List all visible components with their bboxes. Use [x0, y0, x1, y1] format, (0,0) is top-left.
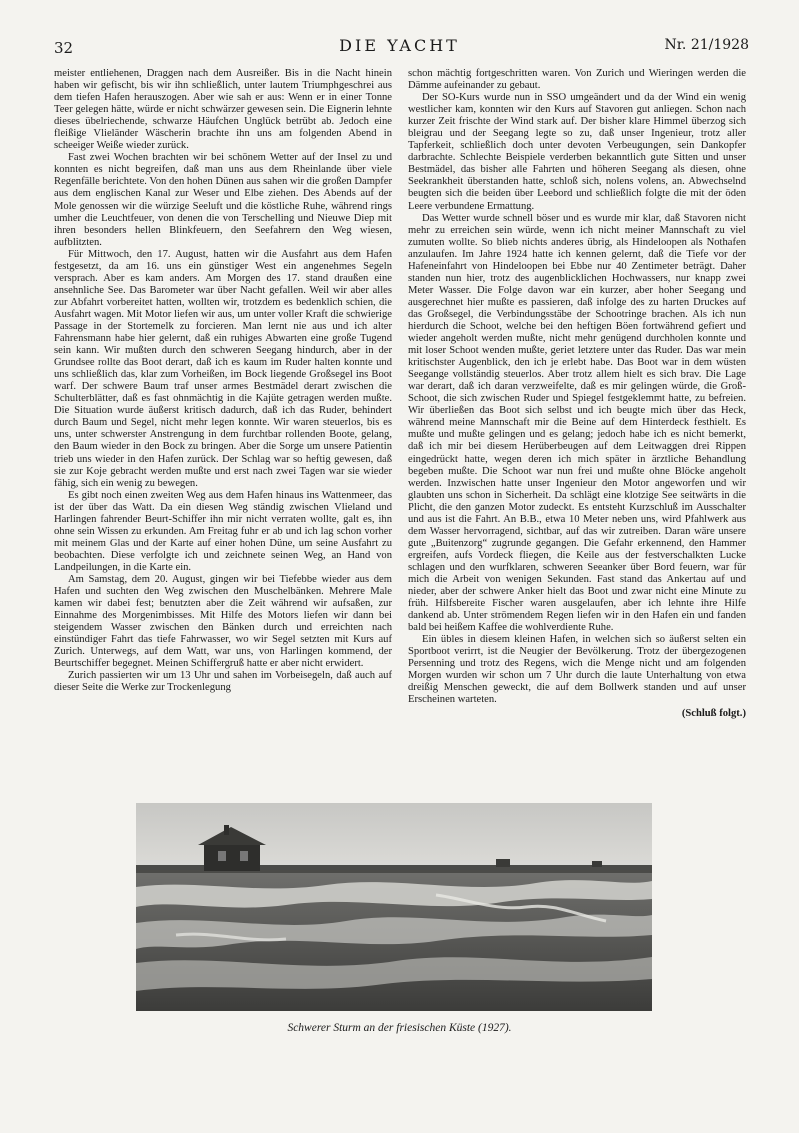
article-column-left [54, 68, 392, 790]
paragraph: Zurich passierten wir um 13 Uhr und sahen im Vorbeisegeln, daß auch auf dieser Seite die Werke zur Trockenlegung [54, 670, 392, 694]
continuation-note: (Schluß folgt.) [681, 708, 746, 720]
running-title: DIE YACHT [339, 36, 460, 55]
photo-caption: Schwerer Sturm an der friesischen Küste (1927). [287, 1022, 512, 1034]
storm-photo [136, 803, 652, 1011]
paragraph: Der SO-Kurs wurde nun in SSO umgeändert und da der Wind ein wenig westlicher kam, konnten wir den Kurs auf Stavoren gut anliegen. Schon nach kurzer Zeit frischte der Wind stark auf. Der bisher klare Himmel überzog sich bleigrau und der Seegang legte so zu, daß unser Ingenieur, trotz aller Tapferkeit, schließlich doch unter devoten Verbeugungen, sein Dankopfer darbrachte. Schlechte Beispiele verderben bekanntlich gute Sitten und unser Bestmädel, das bisher alle Fahrten und höheren Seegang als diesen, ohne Seekrankheit überstanden hatte, schloß sich, nolens volens, an. Abwechselnd beugten sich die beiden über Leebord und schließlich folgte die mit der öden Leere verbundene Ermattung. [408, 92, 746, 212]
paragraph: Es gibt noch einen zweiten Weg aus dem Hafen hinaus ins Wattenmeer, das ist der über das Watt. Da ein diesen Weg ständig zwischen Vlieland und Harlingen fahrender Beurt-Schiffer ihn mir nicht verraten wollte, galt es, ihn ohne sein Wissen zu erkunden. Am Freitag fuhr er ab und ich lag schon vorher mit meinem Glas und der Karte auf einer hohen Düne, um seine Ausfahrt zu beobachten. Diese verfolgte ich und zeichnete seinen Weg, an Hand von Landpeilungen, in die Karte ein. [54, 489, 392, 573]
paragraph: Das Wetter wurde schnell böser und es wurde mir klar, daß Stavoren nicht mehr zu erreichen sein würde, wenn ich nicht meiner Mannschaft zu viel zumuten wollte. So blieb nichts anderes übrig, als Hindeloopen als Nothafen anzulaufen. Im Jahre 1924 hatte ich kennen gelernt, daß die Tiefe vor der Hafeneinfahrt von Hindeloopen bei Ebbe nur 40 Zentimeter beträgt. Daher standen nun hier, trotz des augenblicklichen Hochwassers, nur knapp zwei Meter Wasser. Die Folge davon war ein kurzer, aber hoher Seegang und ausgerechnet hier mußte es passieren, daß infolge des zu harten Druckes auf das Großsegel, die Verbindungsstäbe der Schootringe brachen. Als ich nun hierdurch die Schoot, welche bei den heftigen Böen fortwährend gefiert und wieder angeholt werden mußte, nicht mehr genügend durchholen konnte und mit loser Schoot wenden mußte, geriet letztere unter das Ruder. Das war mein kritischster Augenblick, den ich je erlebt habe. Das Boot war in dem wüsten Seegange vollständig steuerlos. Aber trotz allem hielt es sich brav. Die Lage war derart, daß ich daran verzweifelte, daß es mir gelingen würde, die Groß-Schoot, die sich zwischen Ruder und Spiegel festgeklemmt hatte, zu befreien. Wir überließen das Boot sich selbst und ich beugte mich über das Heck, während meine Mannschaft mir die Beine auf dem Hinterdeck festhielt. Es mußte und mußte gelingen und es gelang; jedoch habe ich es nicht bemerkt, daß ich mir bei diesem Herüberbeugen auf dem Leitwaggen drei Rippen eingedrückt hatte, wegen deren ich mich später in ärztliche Behandlung begeben mußte. Die Schoot war nun frei und mußte ohne Blöcke angeholt werden. Inzwischen hatte unser Ingenieur den Motor angeworfen und wir glaubten uns schon in Sicherheit. Da schlägt eine klotzige See seitwärts in die Plicht, die den ganzen Motor zudeckt. Es entsteht Kurzschluß im Ausschalter und aus ist die Fahrt. An B.B., etwa 10 Meter neben uns, wird Pfahlwerk aus dem Wasser hervorragend, sichtbar, auf das wir zutreiben. Daran wäre unsere gute „Buitenzorg“ zugrunde gegangen. Die Gefahr erkennend, den Hammer ergreifen, aufs Vordeck fliegen, die Keile aus der festverschalkten Lucke schlagen und den wurfklaren, schweren Seeanker über Bord feuern, war für mich die Arbeit von wenigen Sekunden. Fast stand das Ankertau auf und nieder, aber der schwere Anker hielt das Boot und zwar nicht eine Minute zu früh. Hilfsbereite Fischer waren ausgelaufen, aber ich lehnte ihre Hilfe dankend ab. Unter strömendem Regen liefen wir in den Hafen ein und fanden bald bei heißem Kaffee die wohlverdiente Ruhe. [408, 212, 746, 634]
paragraph: Fast zwei Wochen brachten wir bei schönem Wetter auf der Insel zu und konnten es nicht begreifen, daß man uns aus dem Rheinlande über viele Regenfälle berichtete. Von den hohen Dünen aus sahen wir die großen Dampfer aus dem englischen Kanal zur Weser und Elbe ziehen. Des Abends auf der Mole genossen wir die würzige Seeluft und die köstliche Ruhe, während rings umher die Leuchtfeuer, von denen die von Terschelling und Nieuwe Diep mit ihren besonders hellen Blinkfeuern, den Seefahrern den Weg wiesen, aufblitzten. [54, 152, 392, 248]
paragraph: Ein übles in diesem kleinen Hafen, in welchen sich so äußerst selten ein Sportboot verirrt, ist die Neugier der Bevölkerung. Trotz der übergezogenen Persenning und trotz des Regens, wich die Menge nicht und am folgenden Morgen wurden wir schon um 7 Uhr durch die laute Unterhaltung von etwa dreißig Menschen geweckt, die auf dem Bollwerk standen und auf unser Erscheinen warteten. [408, 634, 746, 706]
paragraph: schon mächtig fortgeschritten waren. Von Zurich und Wieringen werden die Dämme aufeinander zu gebaut. [408, 68, 746, 92]
page-number: 32 [54, 39, 74, 57]
article-column-right [408, 68, 746, 790]
paragraph: Am Samstag, dem 20. August, gingen wir bei Tiefebbe wieder aus dem Hafen und suchten den Weg zwischen den Muschelbänken. Mehrere Male kamen wir dabei fest; benutzten aber die Zeit während wir aufsaßen, zur Einnahme des Morgenimbisses. Mit Hilfe des Motors liefen wir dann bei steigendem Wasser zwischen den Bänken durch und erreichten nach einstündiger Fahrt das tiefe Fahrwasser, wo wir Segel setzten mit Kurs auf Zurich. Unterwegs, auf dem Watt, war uns, von Harlingen kommend, der Beurtschiffer begegnet. Meinen Schiffergruß hatte er aber nicht erwidert. [54, 573, 392, 670]
paragraph: Für Mittwoch, den 17. August, hatten wir die Ausfahrt aus dem Hafen festgesetzt, da am 16. uns ein günstiger West ein angenehmes Segeln versprach. Aber es kam anders. Am Morgen des 17. stand draußen eine ansehnliche See. Das Barometer war über Nacht gefallen. Weil wir aber alles zur Abfahrt vorbereitet hatten, wollten wir, trotzdem es bedenklich schien, die Ausfahrt wagen. Mit Motor liefen wir aus, um unter voller Kraft die schwierige Passage in der Stortemelk zu forcieren. Man lernt nie aus und ich alter Fahrensmann habe hier gelernt, daß ein ruhiges Abwarten eine große Tugend sein kann. Wir mußten durch den schweren Seegang hindurch, aber in der Grundsee rollte das Boot derart, daß ich es kaum im Ruder halten konnte und uns schließlich das, klar zum Vorheißen, im Bock liegende Großsegel ins Boot warf. Der schwere Baum traf unser armes Bestmädel derart zwischen die Schulterblätter, daß es fast ohnmächtig in die Kajüte getragen werden mußte. Die Situation wurde äußerst kritisch dadurch, daß ich das Ruder, behindert durch Baum und Segel, nicht mehr legen konnte. Wir waren steuerlos, bis es uns, unter schwerster Anstrengung in dem furchtbar rollenden Boote, gelang, den Baum wieder in den Bock zu bringen. Aber die Sorge um unsere Patientin trieb uns wieder in den Hafen zurück. Der Schlag war so heftig gewesen, daß sie zur Koje gebracht werden mußte und erst nach zwei Tagen war sie wieder fähig, sich ein wenig zu bewegen. [54, 248, 392, 489]
paragraph: meister entliehenen, Draggen nach dem Ausreißer. Bis in die Nacht hinein haben wir gefischt, bis wir ihn schließlich, unter lautem Triumphgeschrei aus dem tiefen Hafen herauszogen. Aber wie sah er aus: Wenn er in einer Tonne Teer gelegen hätte, würde er nicht schwärzer gewesen sein. Die Eignerin lehnte dieses übelriechende, schwarze Häufchen Unglück betrübt ab. Jedoch eine fleißige Vlieländer Wäscherin brachte ihn uns am folgenden Abend in scheeiger Weiße wieder zurück. [54, 68, 392, 152]
issue-number: Nr. 21/1928 [664, 37, 749, 53]
